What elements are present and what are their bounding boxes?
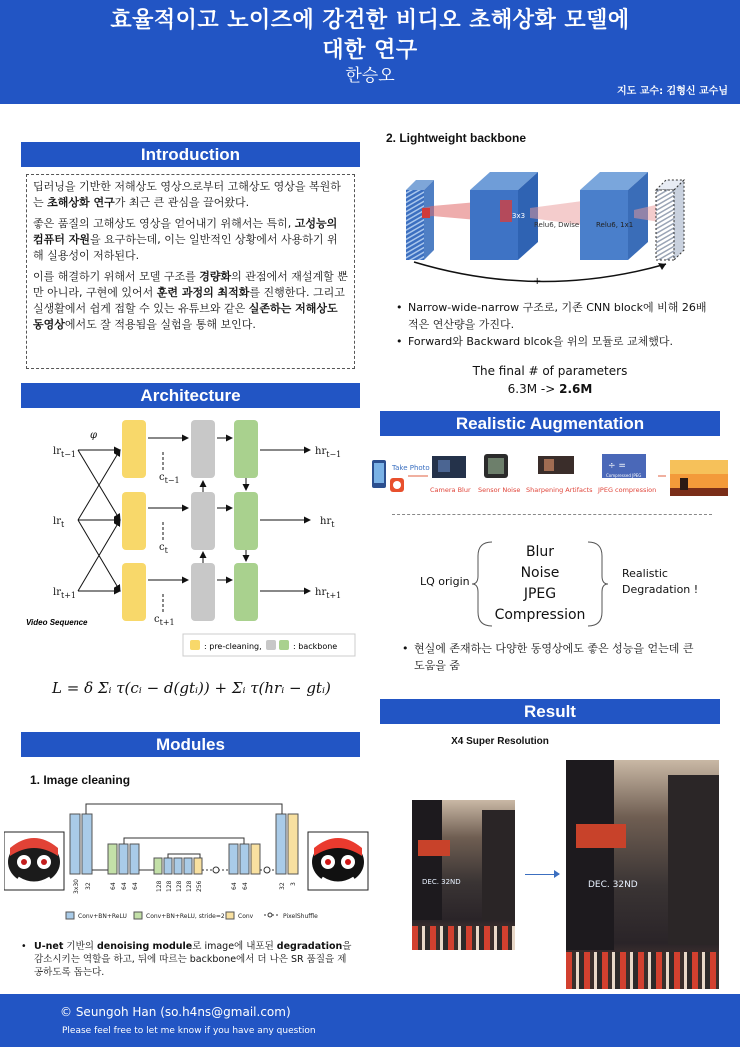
- sensor-chip: [488, 458, 504, 474]
- shop-sign: [576, 824, 626, 848]
- augmentation-pipeline: [370, 448, 730, 508]
- channel-label: 128: [156, 880, 163, 892]
- c-cur-label: $c_t$: [159, 542, 168, 555]
- skip-connection: [168, 854, 200, 858]
- realistic-degradation-label: Realistic Degradation !: [622, 567, 699, 596]
- camera-lens: [393, 481, 401, 489]
- channel-label: 64: [110, 882, 117, 890]
- backbone-diagram: [390, 160, 710, 290]
- unet-layer: [130, 844, 139, 874]
- pipeline-step-label: Sharpening Artifacts: [526, 486, 593, 494]
- kernel-highlight: [422, 208, 430, 218]
- channel-label: 64: [121, 882, 128, 890]
- pipeline-step-label: JPEG compression: [598, 486, 657, 494]
- legend-precleaning-label: : pre-cleaning,: [204, 642, 262, 651]
- list-item: • Forward와 Backward blcok을 위의 모듈로 교체했다.: [396, 333, 716, 350]
- intro-paragraph-3: 이를 해결하기 위해서 모델 구조를 경량화의 관점에서 재설계할 뿐만 아니라, 구현에 있어서 훈련 과정의 최적화를 진행한다. 그리고 실생활에서 쉽게 접할 수 있는 유튜브와 같은 실존하는 저해상도 동영상에서도 잘 적용됨을 실험을 통해 보인다.: [33, 270, 348, 331]
- super-resolution-result-image: [566, 760, 719, 989]
- legend-swatch-backward: [266, 640, 276, 650]
- introduction-box: [26, 174, 355, 369]
- precleaning-block: [122, 420, 146, 478]
- hr-prev-label: $hr_{t-1}$: [315, 446, 342, 459]
- sunset-ground: [670, 488, 728, 496]
- result-heading: Result: [380, 699, 720, 724]
- unet-layer: [154, 858, 162, 874]
- hr-next-label: $hr_{t+1}$: [315, 587, 342, 600]
- unet-layer: [174, 858, 182, 874]
- unet-layer: [240, 844, 249, 874]
- dwise-label: Relu6, Dwise: [534, 221, 580, 229]
- unet-layer: [184, 858, 192, 874]
- degradation-type: Blur: [525, 544, 555, 560]
- crowd: [566, 952, 719, 989]
- legend-conv-bn-label: Conv+BN+ReLU: [78, 913, 127, 920]
- phone-screen: [374, 463, 384, 483]
- unet-layer: [82, 814, 92, 874]
- legend-swatch-conv-bn-s2: [134, 912, 142, 919]
- shop-sign: [418, 840, 450, 856]
- sharpening-sample-image: [538, 456, 574, 474]
- unet-note: • U-net 기반의 denoising module로 image에 내포된 degradation을 감소시키는 역할을 하고, 뒤에 따르는 backbone에서 더 나은 SR 품질을 제공하도록 돕는다.: [21, 941, 352, 978]
- architecture-diagram: [20, 412, 365, 662]
- unet-layer: [70, 814, 80, 874]
- precleaning-block: [122, 492, 146, 550]
- legend-pixelshuffle-label: PixelShuffle: [283, 913, 318, 920]
- precleaning-block: [122, 563, 146, 621]
- unet-layer: [288, 814, 298, 874]
- pipeline-step-label: Camera Blur: [430, 486, 471, 494]
- result-arrow-head: [554, 870, 560, 878]
- forward-block: [234, 563, 258, 621]
- narrow-output-block: [656, 180, 684, 260]
- degradation-type: Compression: [494, 607, 586, 623]
- hr-cur-label: $hr_t$: [320, 516, 335, 529]
- unet-diagram: [4, 800, 374, 926]
- c-next-label: $c_{t+1}$: [154, 614, 175, 627]
- c-prev-label: $c_{t-1}$: [159, 472, 180, 485]
- channel-label: 64: [231, 882, 238, 890]
- sign-text: DEC. 32ND: [588, 880, 638, 890]
- crowd: [412, 926, 515, 950]
- legend-conv-label: Conv: [238, 913, 254, 920]
- skip-connection: [86, 804, 282, 814]
- channel-label: 64: [242, 882, 249, 890]
- backward-block: [191, 492, 215, 550]
- compression-equals-glyph: ÷ =: [608, 461, 626, 471]
- legend-swatch-conv-bn: [66, 912, 74, 919]
- intro-paragraph-2: 좋은 품질의 고해상도 영상을 얻어내기 위해서는 특히, 고성능의 컴퓨터 자원을 요구하는데, 이는 일반적인 상황에서 사용하기 위해 실용성이 저하된다.: [33, 217, 338, 262]
- legend-swatch-precleaning: [190, 640, 200, 650]
- lr-next-label: $lr_{t+1}$: [53, 587, 76, 600]
- author-name: 한승오: [345, 66, 395, 86]
- unet-layer: [229, 844, 238, 874]
- sign-text: DEC. 32ND: [422, 878, 461, 886]
- footer-note: Please feel free to let me know if you have any question: [62, 1026, 316, 1036]
- phi-label: φ: [90, 430, 98, 441]
- video-sequence-label: Video Sequence: [26, 618, 88, 627]
- channel-label: 32: [279, 882, 286, 890]
- low-resolution-result-image: [412, 800, 515, 950]
- augmentation-heading: Realistic Augmentation: [380, 411, 720, 436]
- channel-label: 3: [290, 882, 297, 886]
- kernel-highlight: [500, 200, 512, 222]
- backward-block: [191, 563, 215, 621]
- copyright-contact: © Seungoh Han (so.h4ns@gmail.com): [60, 1005, 291, 1019]
- list-item: • Narrow-wide-narrow 구조로, 기존 CNN block에 비해 26배 적은 연산량을 가진다.: [396, 299, 716, 333]
- residual-plus: +: [533, 276, 542, 287]
- poster-header: [0, 0, 740, 104]
- legend-swatch-conv: [226, 912, 234, 919]
- cat-input-image: [4, 832, 64, 890]
- unet-layer: [194, 858, 202, 874]
- building-shape: [482, 810, 515, 920]
- kernel-size-label: 3x3: [512, 212, 526, 220]
- skip-connection: [124, 838, 244, 844]
- relu-pointwise-label: Relu6, 1x1: [596, 221, 634, 229]
- channel-label: 64: [132, 882, 139, 890]
- channel-label: 256: [196, 880, 203, 892]
- backward-block: [191, 420, 215, 478]
- unet-layer: [276, 814, 286, 874]
- compressed-jpeg-label: Compressed JPEG: [606, 473, 642, 478]
- pipeline-step-label: Sensor Noise: [478, 486, 521, 494]
- forward-block: [234, 492, 258, 550]
- intro-paragraph-1: 딥러닝을 기반한 저해상도 영상으로부터 고해상도 영상을 복원하는 초해상화 연구가 최근 큰 관심을 끌어왔다.: [33, 180, 341, 209]
- unet-layer: [108, 844, 117, 874]
- augmentation-bullets: [402, 640, 702, 674]
- result-subtitle: X4 Super Resolution: [451, 736, 549, 747]
- sunset-tree: [680, 478, 688, 490]
- backbone-title: 2. Lightweight backbone: [386, 131, 527, 145]
- sharpening-sample-detail: [544, 459, 554, 471]
- building-shape: [668, 775, 719, 945]
- architecture-heading: Architecture: [21, 383, 360, 408]
- channel-label: 3x30: [73, 878, 80, 894]
- blur-sample-detail: [438, 460, 450, 472]
- channel-label: 128: [176, 880, 183, 892]
- backbone-bullets: [396, 299, 716, 350]
- legend-pixelshuffle-node: [268, 913, 272, 917]
- sunset-sky: [670, 460, 728, 474]
- channel-label: 128: [186, 880, 193, 892]
- take-photo-label: Take Photo: [392, 464, 430, 472]
- degradation-types: [480, 542, 600, 626]
- legend-swatch-forward: [279, 640, 289, 650]
- advisor-name: 지도 교수: 김형신 교수님: [616, 86, 728, 97]
- parameter-summary: The final # of parameters 6.3M -> 2.6M: [472, 364, 628, 396]
- degradation-type: Noise: [520, 565, 560, 581]
- cat-output-image: [308, 832, 368, 890]
- augmentation-divider: [392, 514, 712, 515]
- channel-label: 128: [166, 880, 173, 892]
- legend-conv-bn-s2-label: Conv+BN+ReLU, stride=2: [146, 913, 225, 920]
- list-item: • 현실에 존재하는 다양한 동영상에도 좋은 성능을 얻는데 큰 도움을 줌: [402, 640, 702, 674]
- building-shape: [566, 760, 614, 950]
- lq-origin-label: LQ origin: [420, 575, 470, 588]
- modules-heading: Modules: [21, 732, 360, 757]
- pixelshuffle-node: [264, 867, 270, 873]
- poster-title: 효율적이고 노이즈에 강건한 비디오 초해상화 모델에 대한 연구: [110, 8, 630, 63]
- degradation-type: JPEG: [523, 586, 557, 602]
- channel-label: 32: [85, 882, 92, 890]
- unet-layer: [251, 844, 260, 874]
- building-shape: [412, 800, 442, 920]
- loss-equation: L = δ Σᵢ τ(cᵢ − d(gtᵢ)) + Σᵢ τ(hrᵢ − gtᵢ): [52, 679, 331, 697]
- poster-footer: [0, 994, 740, 1047]
- legend-backbone-label: : backbone: [293, 642, 338, 651]
- lr-cur-label: $lr_t$: [53, 516, 65, 529]
- lr-prev-label: $lr_{t-1}$: [53, 446, 76, 459]
- narrow-input-block: [406, 180, 434, 260]
- unet-layer: [119, 844, 128, 874]
- introduction-heading: Introduction: [21, 142, 360, 167]
- unet-layer: [164, 858, 172, 874]
- forward-block: [234, 420, 258, 478]
- pixelshuffle-node: [213, 867, 219, 873]
- image-cleaning-title: 1. Image cleaning: [30, 773, 131, 787]
